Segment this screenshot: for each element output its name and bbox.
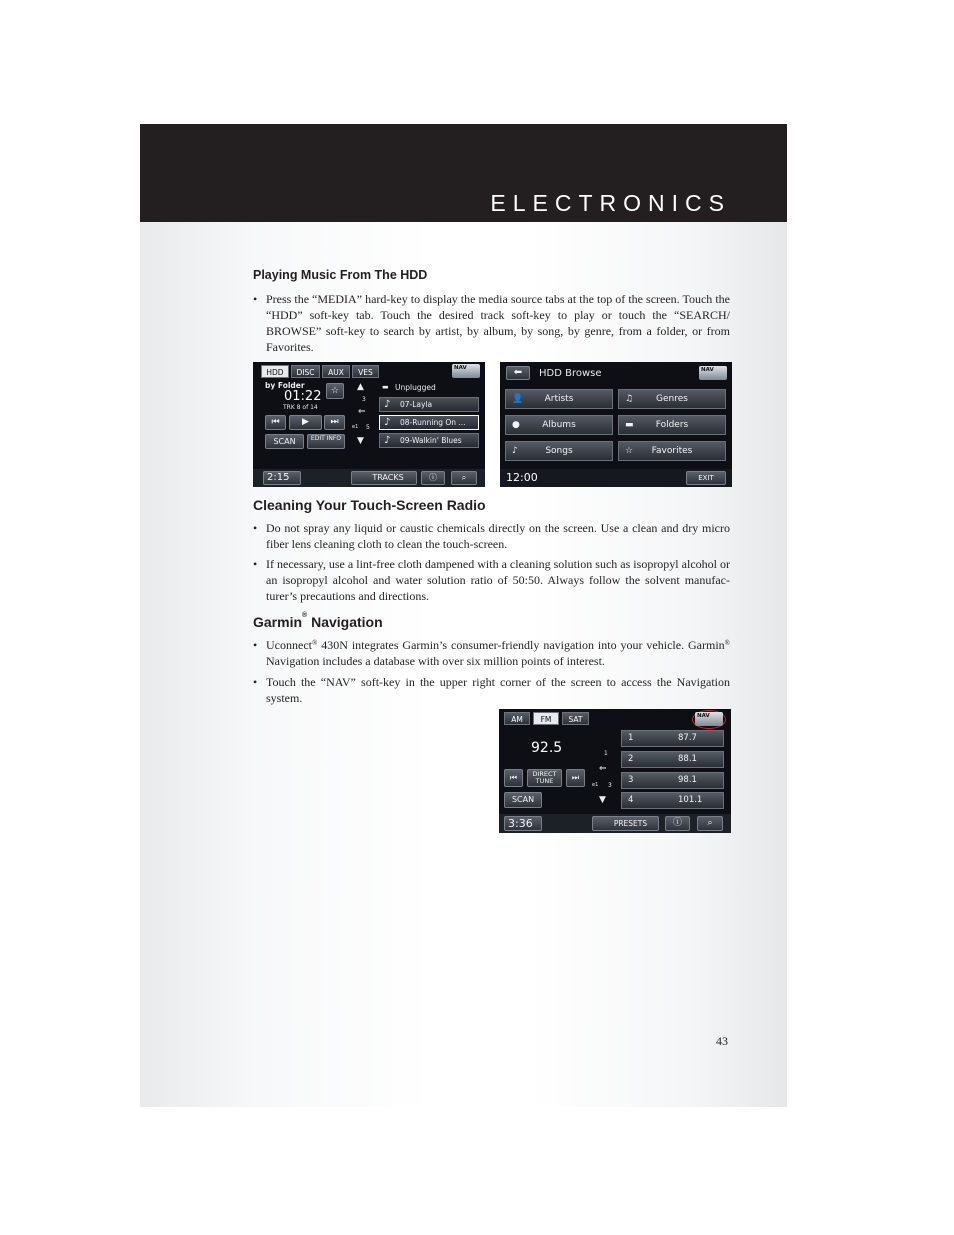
person-icon: 👤 — [512, 394, 524, 404]
section-title: ELECTRONICS — [490, 190, 731, 216]
edit-info-button[interactable]: EDIT INFO — [307, 434, 345, 449]
exit-button[interactable]: EXIT — [686, 471, 726, 485]
search-button[interactable] — [697, 816, 723, 831]
back-arrow-icon: ⬅ — [513, 367, 523, 378]
down-arrow-icon[interactable]: ▼ — [357, 436, 364, 446]
tab-aux[interactable]: AUX — [322, 365, 350, 378]
direct-tune-button[interactable]: DIRECT TUNE — [527, 769, 562, 787]
back-to-list-icon[interactable]: ⇐ — [358, 407, 366, 417]
bullet-text: Touch the “NAV” soft-key in the upper right corner of the screen to access the Navigation system. — [266, 675, 730, 705]
bullet-cleaning-2: • If necessary, use a lint-free cloth dampened with a cleaning solution such as isopropyl alcohol or an isopropyl alcohol and water solution ratio of 50:50. Always follow the solvent manufac-turer’s precautions and directions. — [253, 557, 730, 603]
hdd-media-screenshot — [253, 362, 485, 487]
star-icon: ☆ — [625, 446, 634, 456]
guitar-icon: ♫ — [625, 394, 634, 404]
browse-title: HDD Browse — [539, 368, 602, 379]
tab-am[interactable]: AM — [504, 712, 530, 725]
previous-icon: ⏮ — [271, 417, 280, 427]
folder-icon: ▬ — [382, 383, 389, 391]
search-icon: ⌕ — [707, 818, 713, 828]
tab-hdd[interactable]: HDD — [261, 365, 289, 378]
music-note-icon: ♪ — [512, 446, 518, 456]
folder-name: Unplugged — [395, 383, 436, 392]
heading-playing-music: Playing Music From The HDD — [253, 268, 428, 282]
bullet-playing-music: • Press the “MEDIA” hard-key to display the media source tabs at the top of the screen. Touch the “HDD” soft-key tab. Touch the desired track soft-key to play or touch the “SEARCH/ BROWSE” soft-key to search by artist, by album, by song, by genre, from a folder, or from Favorites. — [253, 292, 730, 354]
folders-button[interactable]: ▬ Folders — [618, 415, 726, 435]
music-note-icon: ♪ — [384, 417, 391, 428]
music-note-icon: ♪ — [384, 435, 391, 446]
track-item[interactable]: ♪ 08-Running On ... — [379, 415, 479, 430]
clock: 12:00 — [506, 471, 538, 484]
scan-button[interactable]: SCAN — [504, 792, 542, 808]
nav-button[interactable]: NAV — [452, 364, 480, 378]
track-info: TRK 8 of 14 — [283, 404, 318, 411]
list-number-e1: e1 — [352, 424, 359, 430]
down-arrow-icon[interactable]: ▼ — [599, 795, 606, 805]
search-icon: ⌕ — [461, 473, 467, 482]
fm-radio-screenshot — [499, 709, 731, 833]
tab-sat[interactable]: SAT — [562, 712, 589, 725]
favorite-button[interactable] — [326, 383, 344, 399]
seek-up-button[interactable] — [566, 769, 585, 787]
albums-button[interactable]: ● Albums — [505, 415, 613, 435]
bullet-text: If necessary, use a lint-free cloth dampened with a cleaning solution such as isopropyl alcohol or an isopropyl alcohol and water solution ratio of 50:50. Always follow the solvent manufac-turer’s precautions and directions. — [266, 557, 730, 603]
bottom-bar — [253, 469, 485, 487]
folder-icon: ▬ — [625, 420, 634, 430]
next-icon: ⏭ — [330, 417, 339, 427]
bullet-text: Uconnect® 430N integrates Garmin’s consumer-friendly navigation into your vehicle. Garmin® Navigation includes a database with over six million points of interest. — [266, 638, 730, 668]
info-icon: ⓘ — [672, 818, 682, 828]
tab-ves[interactable]: VES — [352, 365, 379, 378]
tab-disc[interactable]: DISC — [291, 365, 320, 378]
seek-down-button[interactable] — [504, 769, 523, 787]
bullet-text: Press the “MEDIA” hard-key to display the media source tabs at the top of the screen. Touch the “HDD” soft-key tab. Touch the desired track soft-key to play or touch the “SEARCH/ BROWSE” soft-key to search by artist, by album, by song, by genre, from a folder, or from Favorites. — [266, 292, 730, 354]
list-number-5: 5 — [366, 424, 370, 431]
artists-button[interactable]: 👤 Artists — [505, 389, 613, 409]
previous-track-button[interactable] — [265, 415, 286, 430]
disc-icon: ● — [512, 420, 520, 430]
bullet-cleaning-1: • Do not spray any liquid or caustic chemicals directly on the screen. Use a clean and dry micro fiber lens cleaning cloth to clean the touch-screen. — [253, 521, 730, 551]
scan-button[interactable]: SCAN — [265, 434, 304, 449]
info-icon: ⓘ — [429, 473, 437, 482]
nav-button[interactable]: NAV — [695, 712, 723, 726]
elapsed-time: 01:22 — [284, 389, 322, 404]
play-icon: ▶ — [302, 417, 309, 427]
clock: 2:15 — [263, 471, 301, 485]
heading-cleaning: Cleaning Your Touch-Screen Radio — [253, 497, 486, 513]
list-number-3: 3 — [608, 782, 612, 789]
track-item[interactable]: ♪ 09-Walkin' Blues — [379, 433, 479, 448]
manual-page — [140, 124, 787, 1107]
nav-button[interactable]: NAV — [699, 366, 727, 380]
preset-button[interactable]: 2 88.1 — [621, 751, 724, 768]
preset-button[interactable]: 3 98.1 — [621, 772, 724, 789]
tracks-button[interactable]: TRACKS — [351, 471, 417, 485]
info-button[interactable] — [665, 816, 690, 831]
star-note-icon: ☆ — [330, 386, 340, 396]
preset-button[interactable]: 4 101.1 — [621, 792, 724, 809]
genres-button[interactable]: ♫ Genres — [618, 389, 726, 409]
clock: 3:36 — [504, 816, 542, 831]
search-browse-button[interactable] — [451, 471, 477, 485]
by-folder-label: by Folder — [265, 381, 305, 390]
list-number-top: 3 — [362, 396, 366, 403]
bullet-garmin-2: • Touch the “NAV” soft-key in the upper right corner of the screen to access the Navigation system. — [253, 675, 730, 705]
songs-button[interactable]: ♪ Songs — [505, 441, 613, 461]
play-button[interactable] — [289, 415, 322, 430]
preset-page-number: 1 — [604, 750, 608, 757]
music-note-icon: ♪ — [384, 399, 391, 410]
favorites-button[interactable]: ☆ Favorites — [618, 441, 726, 461]
frequency: 92.5 — [531, 740, 563, 756]
heading-garmin: Garmin® Navigation — [253, 612, 383, 630]
tab-fm[interactable]: FM — [533, 712, 559, 725]
track-item[interactable]: ♪ 07-Layla — [379, 397, 479, 412]
up-arrow-icon[interactable]: ▲ — [357, 382, 364, 392]
back-button[interactable] — [506, 366, 530, 380]
bullet-garmin-1: • Uconnect® 430N integrates Garmin’s consumer-friendly navigation into your vehicle. Garmin® Navigation includes a database with over six million points of interest. — [253, 638, 730, 668]
presets-button[interactable]: PRESETS — [592, 816, 659, 831]
page-number: 43 — [716, 1034, 728, 1048]
hdd-browse-screenshot — [500, 362, 732, 487]
next-track-button[interactable] — [324, 415, 345, 430]
bullet-text: Do not spray any liquid or caustic chemicals directly on the screen. Use a clean and dry micro fiber lens cleaning cloth to clean the touch-screen. — [266, 521, 730, 551]
info-button[interactable] — [421, 471, 445, 485]
bottom-bar — [500, 469, 732, 487]
seek-forward-icon: ⏭ — [571, 773, 580, 782]
section-header — [140, 124, 787, 222]
back-to-list-icon[interactable]: ⇐ — [599, 764, 607, 774]
preset-button[interactable]: 1 87.7 — [621, 730, 724, 747]
bottom-bar — [499, 814, 731, 833]
seek-back-icon: ⏮ — [509, 773, 518, 782]
list-number-e1: e1 — [592, 782, 599, 788]
